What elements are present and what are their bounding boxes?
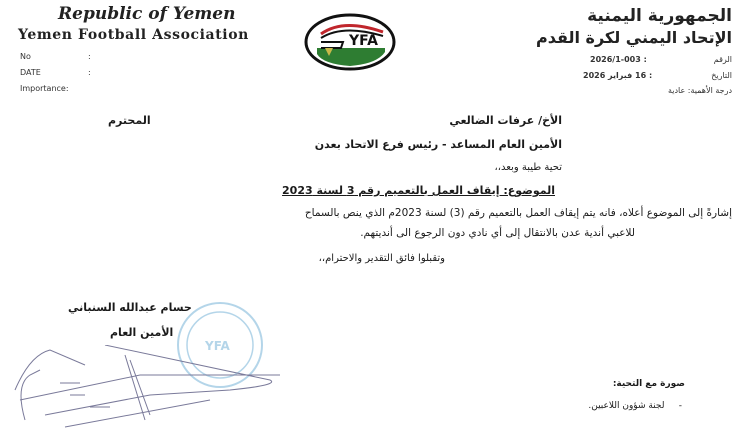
body-line-2: للاعبي أندية عدن بالانتقال إلى أي نادي دون الرجوع الى أنديتهم. [360,227,635,239]
english-no-field [20,52,91,61]
yfa-logo [303,12,398,72]
cc-item: - لجنة شؤون اللاعبين. [588,401,682,411]
svg-text:YFA: YFA [205,339,230,353]
closing-line: وتقبلوا فائق التقدير والاحترام،، [318,253,445,264]
arabic-republic-title: الجمهورية اليمنية [587,6,732,26]
cc-label: صورة مع التحية: [612,379,685,389]
svg-text:YFA: YFA [349,33,378,49]
signatory-title: الأمين العام [110,326,174,339]
signature-icon [10,345,290,430]
arabic-number-value: : 2026/1-003 [590,55,647,64]
english-importance-field: Importance: [20,84,69,93]
arabic-association-title: الإتحاد اليمني لكرة القدم [535,28,732,47]
addressee-honorific: المحترم [108,114,151,127]
arabic-date-label: التاريخ [711,71,732,80]
handwritten-signature [10,345,290,430]
addressee-name: الأخ/ عرفات الضالعي [449,114,562,127]
arabic-number-label: الرقم [713,55,732,64]
arabic-importance: درجة الأهمية: عادية [667,86,732,95]
english-republic-title: Republic of Yemen [58,4,236,24]
subject-line: الموضوع: إيقاف العمل بالتعميم رقم 3 لسنة 2023 [282,184,555,197]
arabic-date-value: : 16 فبراير 2026 [583,71,653,80]
english-association-title: Yemen Football Association [18,27,249,43]
no-label: No [20,52,31,61]
no-colon: : [88,52,91,61]
addressee-title: الأمين العام المساعد - رئيس فرع الاتحاد بعدن [314,138,562,151]
greeting: تحية طيبة وبعد،، [494,162,562,173]
body-line-1: إشارةً إلى الموضوع أعلاه، فانه يتم إيقاف العمل بالتعميم رقم (3) لسنة 2023م الذي ينص بالسماح [304,207,732,219]
date-colon: : [88,68,91,77]
signatory-name: حسام عبدالله السنباني [68,301,192,314]
english-date-field [20,68,91,77]
yfa-logo-icon [303,12,398,72]
date-label: DATE [20,68,41,77]
